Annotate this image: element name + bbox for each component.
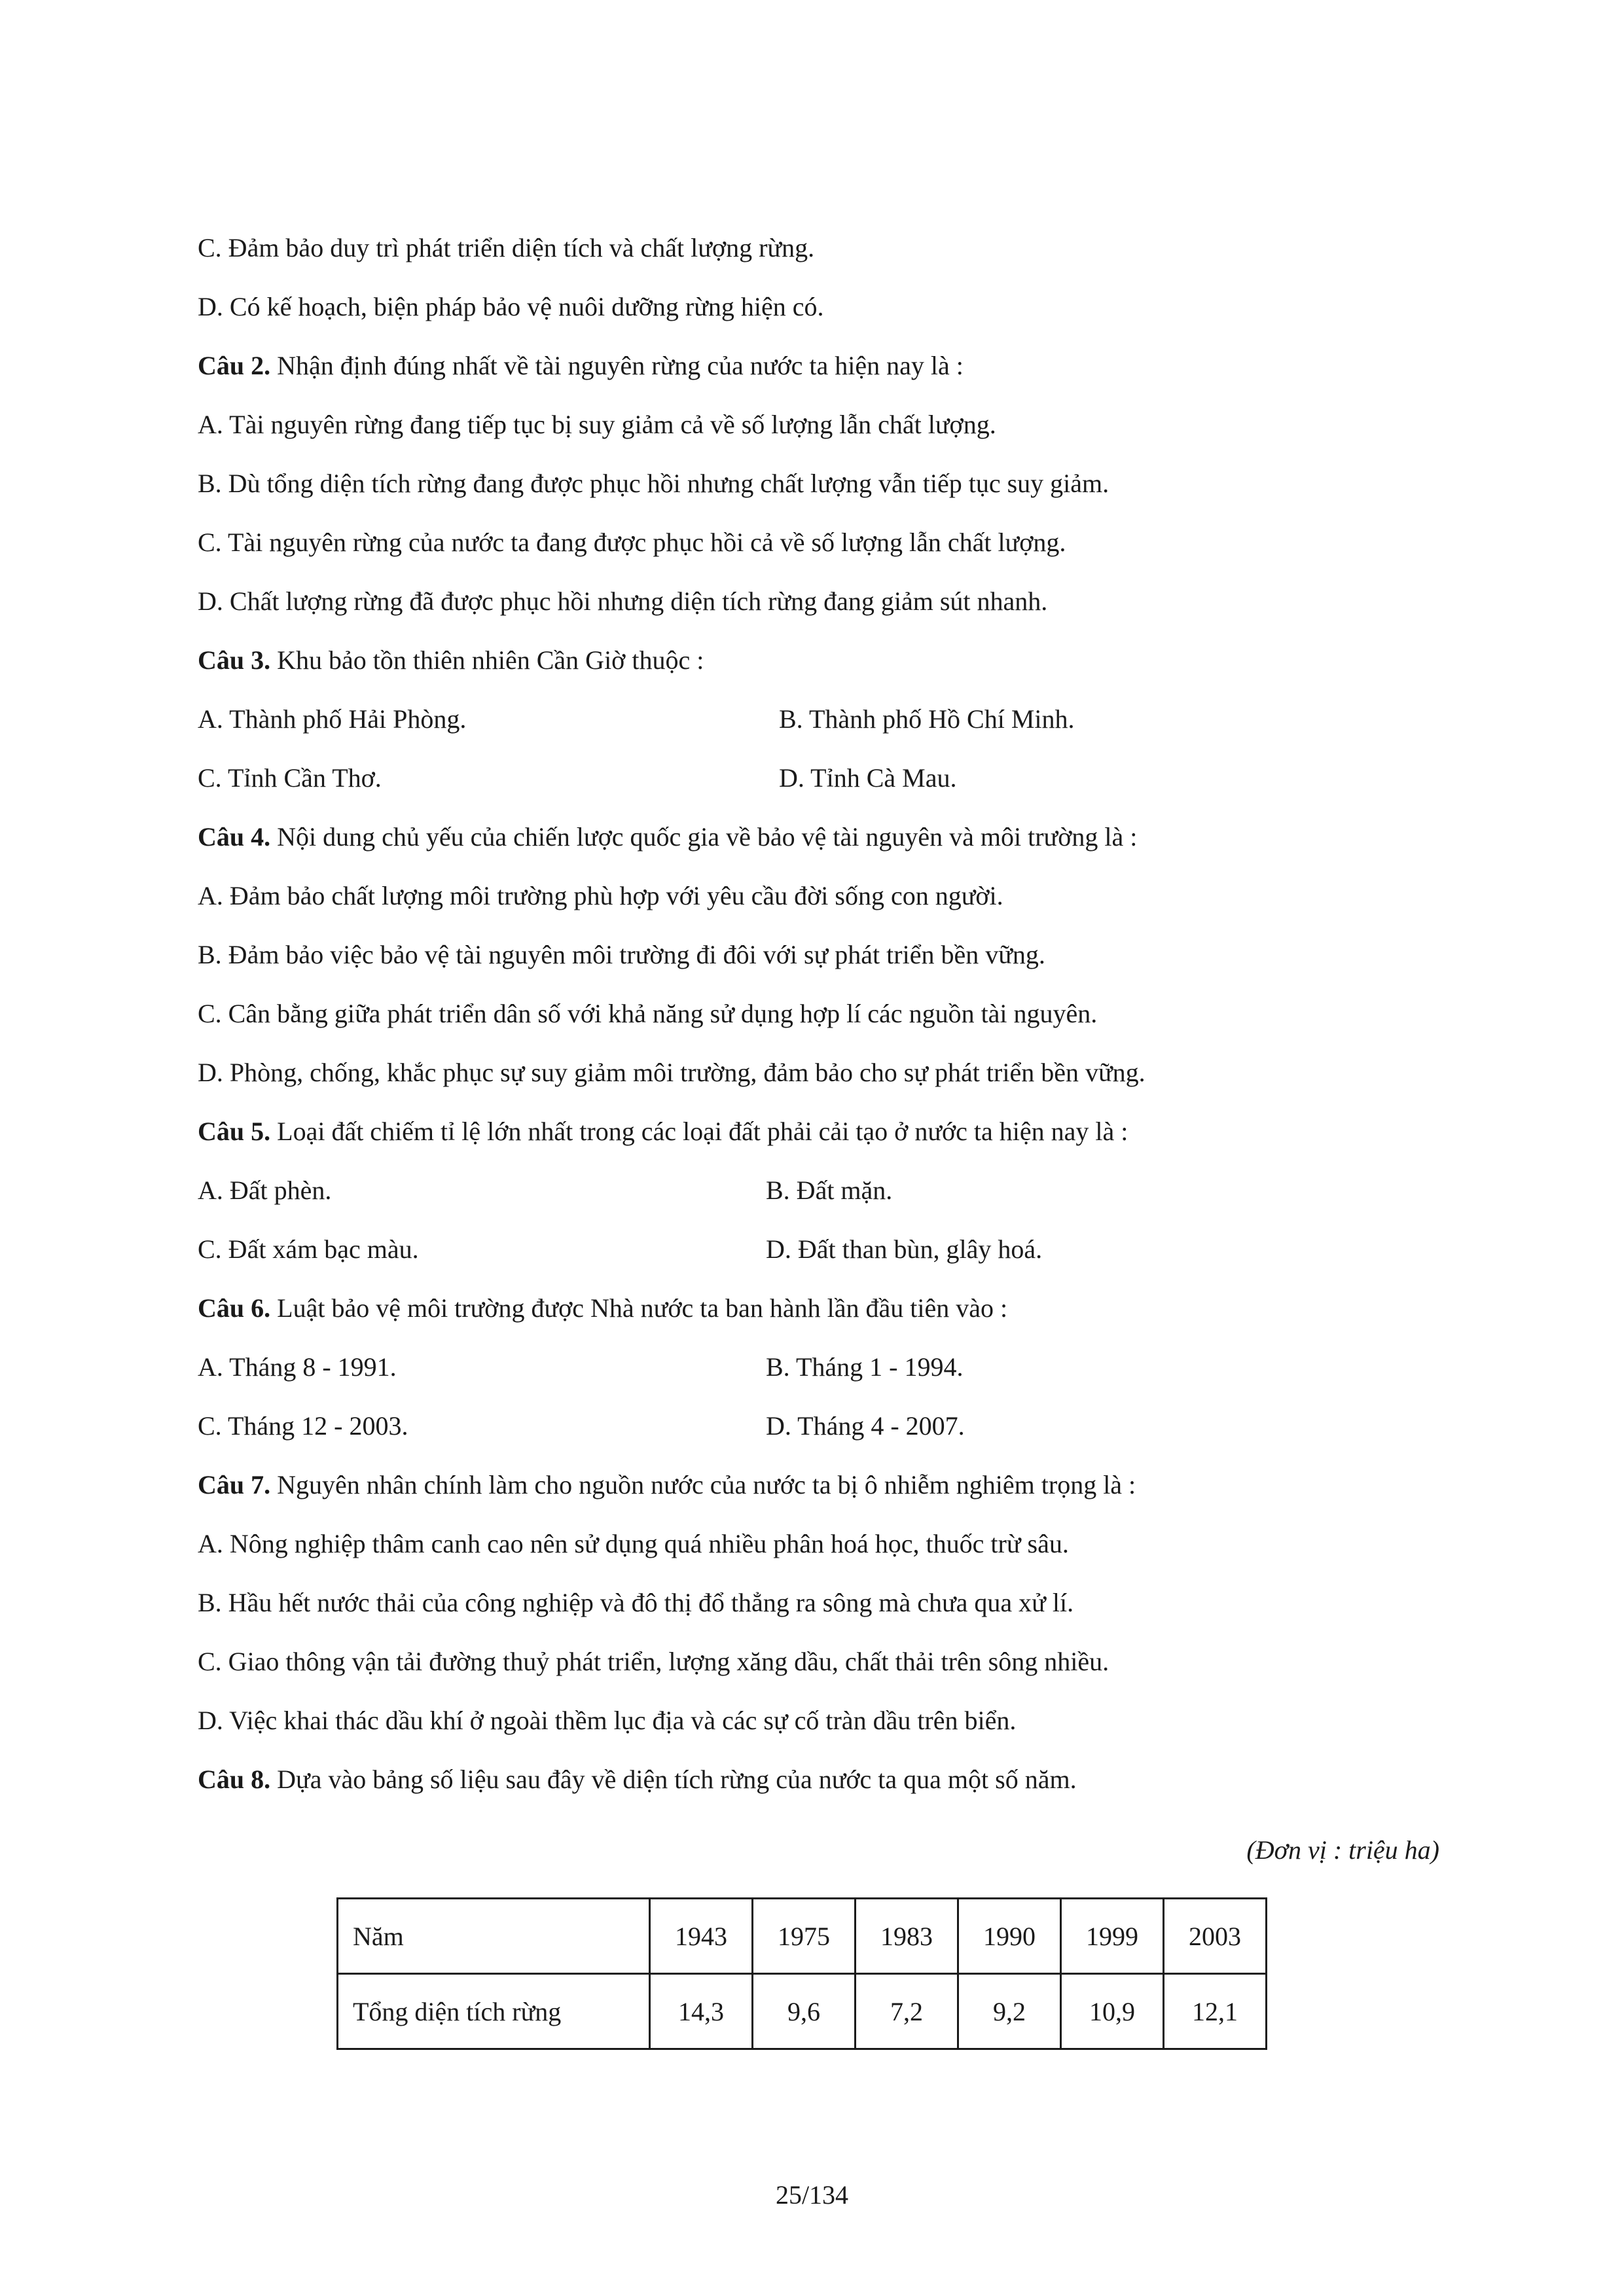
question-label: Câu 5. (198, 1117, 271, 1146)
table-cell: 2003 (1164, 1899, 1267, 1974)
question-2 (198, 348, 964, 384)
option-d: D. Việc khai thác dầu khí ở ngoài thềm lục địa và các sự cố tràn dầu trên biển. (198, 1706, 1017, 1735)
table-row (338, 1974, 1267, 2049)
table-cell: 12,1 (1164, 1974, 1267, 2049)
table-cell: 9,2 (958, 1974, 1061, 2049)
question-text: Dựa vào bảng số liệu sau đây về diện tích rừng của nước ta qua một số năm. (270, 1765, 1077, 1794)
question-4 (198, 819, 1137, 855)
question-text: Nguyên nhân chính làm cho nguồn nước của nước ta bị ô nhiễm nghiêm trọng là : (270, 1470, 1136, 1499)
option-b: B. Tháng 1 - 1994. (766, 1352, 964, 1382)
option-a: A. Thành phố Hải Phòng. (198, 704, 467, 734)
table-cell: 14,3 (650, 1974, 753, 2049)
option-c: C. Giao thông vận tải đường thuỷ phát triển, lượng xăng dầu, chất thải trên sông nhiều. (198, 1647, 1110, 1676)
option-line: C. Đảm bảo duy trì phát triển diện tích và chất lượng rừng. (198, 233, 815, 262)
unit-note: (Đơn vị : triệu ha) (1246, 1835, 1439, 1865)
option-b: B. Đảm bảo việc bảo vệ tài nguyên môi trường đi đôi với sự phát triển bền vững. (198, 940, 1045, 969)
option-c: C. Đất xám bạc màu. (198, 1234, 419, 1264)
question-label: Câu 3. (198, 645, 271, 675)
table-cell: 10,9 (1061, 1974, 1164, 2049)
question-5 (198, 1114, 1128, 1149)
table-cell: 7,2 (856, 1974, 958, 2049)
option-b: B. Hầu hết nước thải của công nghiệp và đô thị đổ thẳng ra sông mà chưa qua xử lí. (198, 1588, 1074, 1617)
question-label: Câu 7. (198, 1470, 271, 1499)
option-a: A. Nông nghiệp thâm canh cao nên sử dụng quá nhiều phân hoá học, thuốc trừ sâu. (198, 1529, 1069, 1558)
table-cell: 9,6 (753, 1974, 856, 2049)
option-d: D. Phòng, chống, khắc phục sự suy giảm môi trường, đảm bảo cho sự phát triển bền vững. (198, 1058, 1146, 1087)
option-a: A. Tháng 8 - 1991. (198, 1352, 397, 1382)
question-text: Nội dung chủ yếu của chiến lược quốc gia về bảo vệ tài nguyên và môi trường là : (270, 822, 1138, 852)
option-line: D. Có kế hoạch, biện pháp bảo vệ nuôi dưỡng rừng hiện có. (198, 292, 824, 321)
option-c: C. Tháng 12 - 2003. (198, 1411, 408, 1441)
option-a: A. Đảm bảo chất lượng môi trường phù hợp với yêu cầu đời sống con người. (198, 881, 1003, 910)
question-label: Câu 8. (198, 1765, 271, 1794)
option-b: B. Đất mặn. (766, 1175, 893, 1205)
table-cell: 1990 (958, 1899, 1061, 1974)
question-text: Loại đất chiếm tỉ lệ lớn nhất trong các loại đất phải cải tạo ở nước ta hiện nay là : (270, 1117, 1128, 1146)
question-6 (198, 1291, 1007, 1326)
option-d: D. Tháng 4 - 2007. (766, 1411, 965, 1441)
question-label: Câu 2. (198, 351, 271, 380)
forest-area-table (336, 1897, 1267, 2050)
option-b: B. Thành phố Hồ Chí Minh. (779, 704, 1075, 734)
option-d: D. Đất than bùn, glây hoá. (766, 1234, 1043, 1264)
table-cell: 1999 (1061, 1899, 1164, 1974)
option-a: A. Tài nguyên rừng đang tiếp tục bị suy giảm cả về số lượng lẫn chất lượng. (198, 410, 996, 439)
question-text: Luật bảo vệ môi trường được Nhà nước ta ban hành lần đầu tiên vào : (270, 1293, 1008, 1323)
option-c: C. Tỉnh Cần Thơ. (198, 763, 382, 793)
table-cell: 1983 (856, 1899, 958, 1974)
table-cell: 1943 (650, 1899, 753, 1974)
question-label: Câu 6. (198, 1293, 271, 1323)
option-c: C. Tài nguyên rừng của nước ta đang được phục hồi cả về số lượng lẫn chất lượng. (198, 528, 1066, 557)
question-label: Câu 4. (198, 822, 271, 852)
page-number: 25/134 (775, 2180, 849, 2210)
table-row (338, 1899, 1267, 1974)
option-d: D. Chất lượng rừng đã được phục hồi nhưng diện tích rừng đang giảm sút nhanh. (198, 586, 1048, 616)
option-b: B. Dù tổng diện tích rừng đang được phục hồi nhưng chất lượng vẫn tiếp tục suy giảm. (198, 469, 1110, 498)
table-row-label: Năm (338, 1899, 650, 1974)
question-text: Nhận định đúng nhất về tài nguyên rừng của nước ta hiện nay là : (270, 351, 964, 380)
question-7 (198, 1467, 1136, 1503)
option-c: C. Cân bằng giữa phát triển dân số với khả năng sử dụng hợp lí các nguồn tài nguyên. (198, 999, 1098, 1028)
question-text: Khu bảo tồn thiên nhiên Cần Giờ thuộc : (270, 645, 704, 675)
question-8 (198, 1762, 1077, 1797)
option-a: A. Đất phèn. (198, 1175, 332, 1205)
option-d: D. Tỉnh Cà Mau. (779, 763, 957, 793)
question-3 (198, 643, 704, 678)
table-row-label: Tổng diện tích rừng (338, 1974, 650, 2049)
table-cell: 1975 (753, 1899, 856, 1974)
